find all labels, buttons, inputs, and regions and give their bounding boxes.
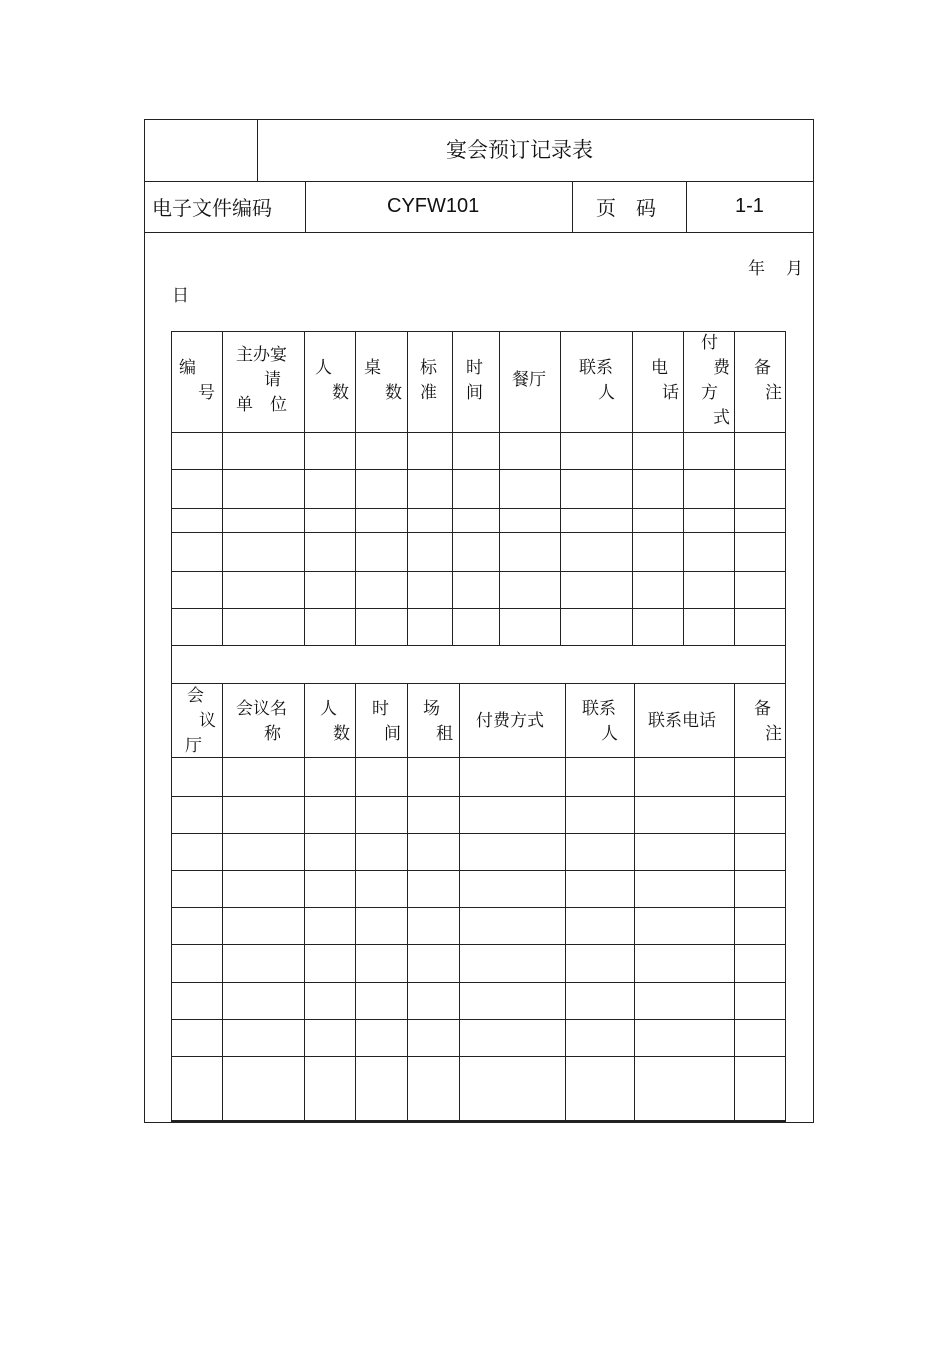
- document-title: 宴会预订记录表: [446, 138, 593, 162]
- col-divider: [634, 683, 635, 1121]
- row-divider: [171, 571, 786, 572]
- file-code-value: CYFW101: [387, 195, 480, 217]
- date-month: 月: [786, 259, 803, 279]
- logo-cell: [257, 119, 258, 182]
- meeting-header-time: 时 间: [372, 699, 401, 744]
- row-divider: [171, 683, 786, 684]
- row-divider: [171, 982, 786, 983]
- banquet-header-restaurant: 餐厅: [512, 370, 546, 390]
- row-divider: [171, 907, 786, 908]
- row-divider: [171, 469, 786, 470]
- banquet-header-notes: 备 注: [754, 358, 782, 403]
- col-divider: [459, 683, 460, 1121]
- cell-divider: [686, 181, 687, 232]
- date-day: 日: [172, 286, 189, 306]
- meeting-header-contact: 联系 人: [582, 699, 618, 744]
- row-divider: [171, 757, 786, 758]
- row-divider: [171, 432, 786, 433]
- page-label: 页 码: [596, 196, 656, 220]
- row-divider: [171, 833, 786, 834]
- cell-divider: [572, 181, 573, 232]
- table-bottom-rule: [171, 1120, 786, 1122]
- banquet-header-contact: 联系 人: [579, 358, 615, 403]
- banquet-header-tables: 桌 数: [364, 358, 402, 403]
- page-value: 1-1: [735, 195, 764, 217]
- meeting-header-rent: 场 租: [423, 699, 453, 744]
- row-divider: [171, 796, 786, 797]
- col-divider: [355, 683, 356, 1121]
- banquet-header-time: 时 间: [466, 358, 483, 403]
- meeting-header-hall: 会 议 厅: [185, 686, 216, 756]
- banquet-header-id: 编 号: [179, 358, 215, 403]
- date-year: 年: [748, 259, 765, 279]
- row-divider: [171, 1019, 786, 1020]
- row-divider: [171, 645, 786, 646]
- banquet-header-standard: 标 准: [420, 358, 437, 403]
- row-divider: [144, 232, 814, 233]
- cell-divider: [305, 181, 306, 232]
- banquet-header-payment: 付 费 方 式: [701, 333, 730, 428]
- meeting-header-people: 人 数: [320, 699, 350, 744]
- file-code-label: 电子文件编码: [152, 196, 272, 220]
- col-divider: [565, 683, 566, 1121]
- row-divider: [171, 1056, 786, 1057]
- col-divider: [407, 683, 408, 1121]
- banquet-header-people: 人 数: [315, 358, 349, 403]
- col-divider: [222, 683, 223, 1121]
- row-divider: [171, 508, 786, 509]
- banquet-header-phone: 电 话: [651, 358, 679, 403]
- col-divider: [734, 683, 735, 1121]
- row-divider: [171, 532, 786, 533]
- row-divider: [171, 944, 786, 945]
- row-divider: [144, 181, 814, 182]
- meeting-header-notes: 备 注: [754, 699, 782, 744]
- banquet-header-host: 主办宴 请 单 位: [236, 345, 287, 415]
- col-divider: [304, 683, 305, 1121]
- row-divider: [171, 608, 786, 609]
- meeting-header-payment: 付费方式: [476, 711, 544, 731]
- meeting-header-phone: 联系电话: [648, 711, 716, 731]
- row-divider: [171, 870, 786, 871]
- meeting-header-name: 会议名 称: [236, 699, 287, 744]
